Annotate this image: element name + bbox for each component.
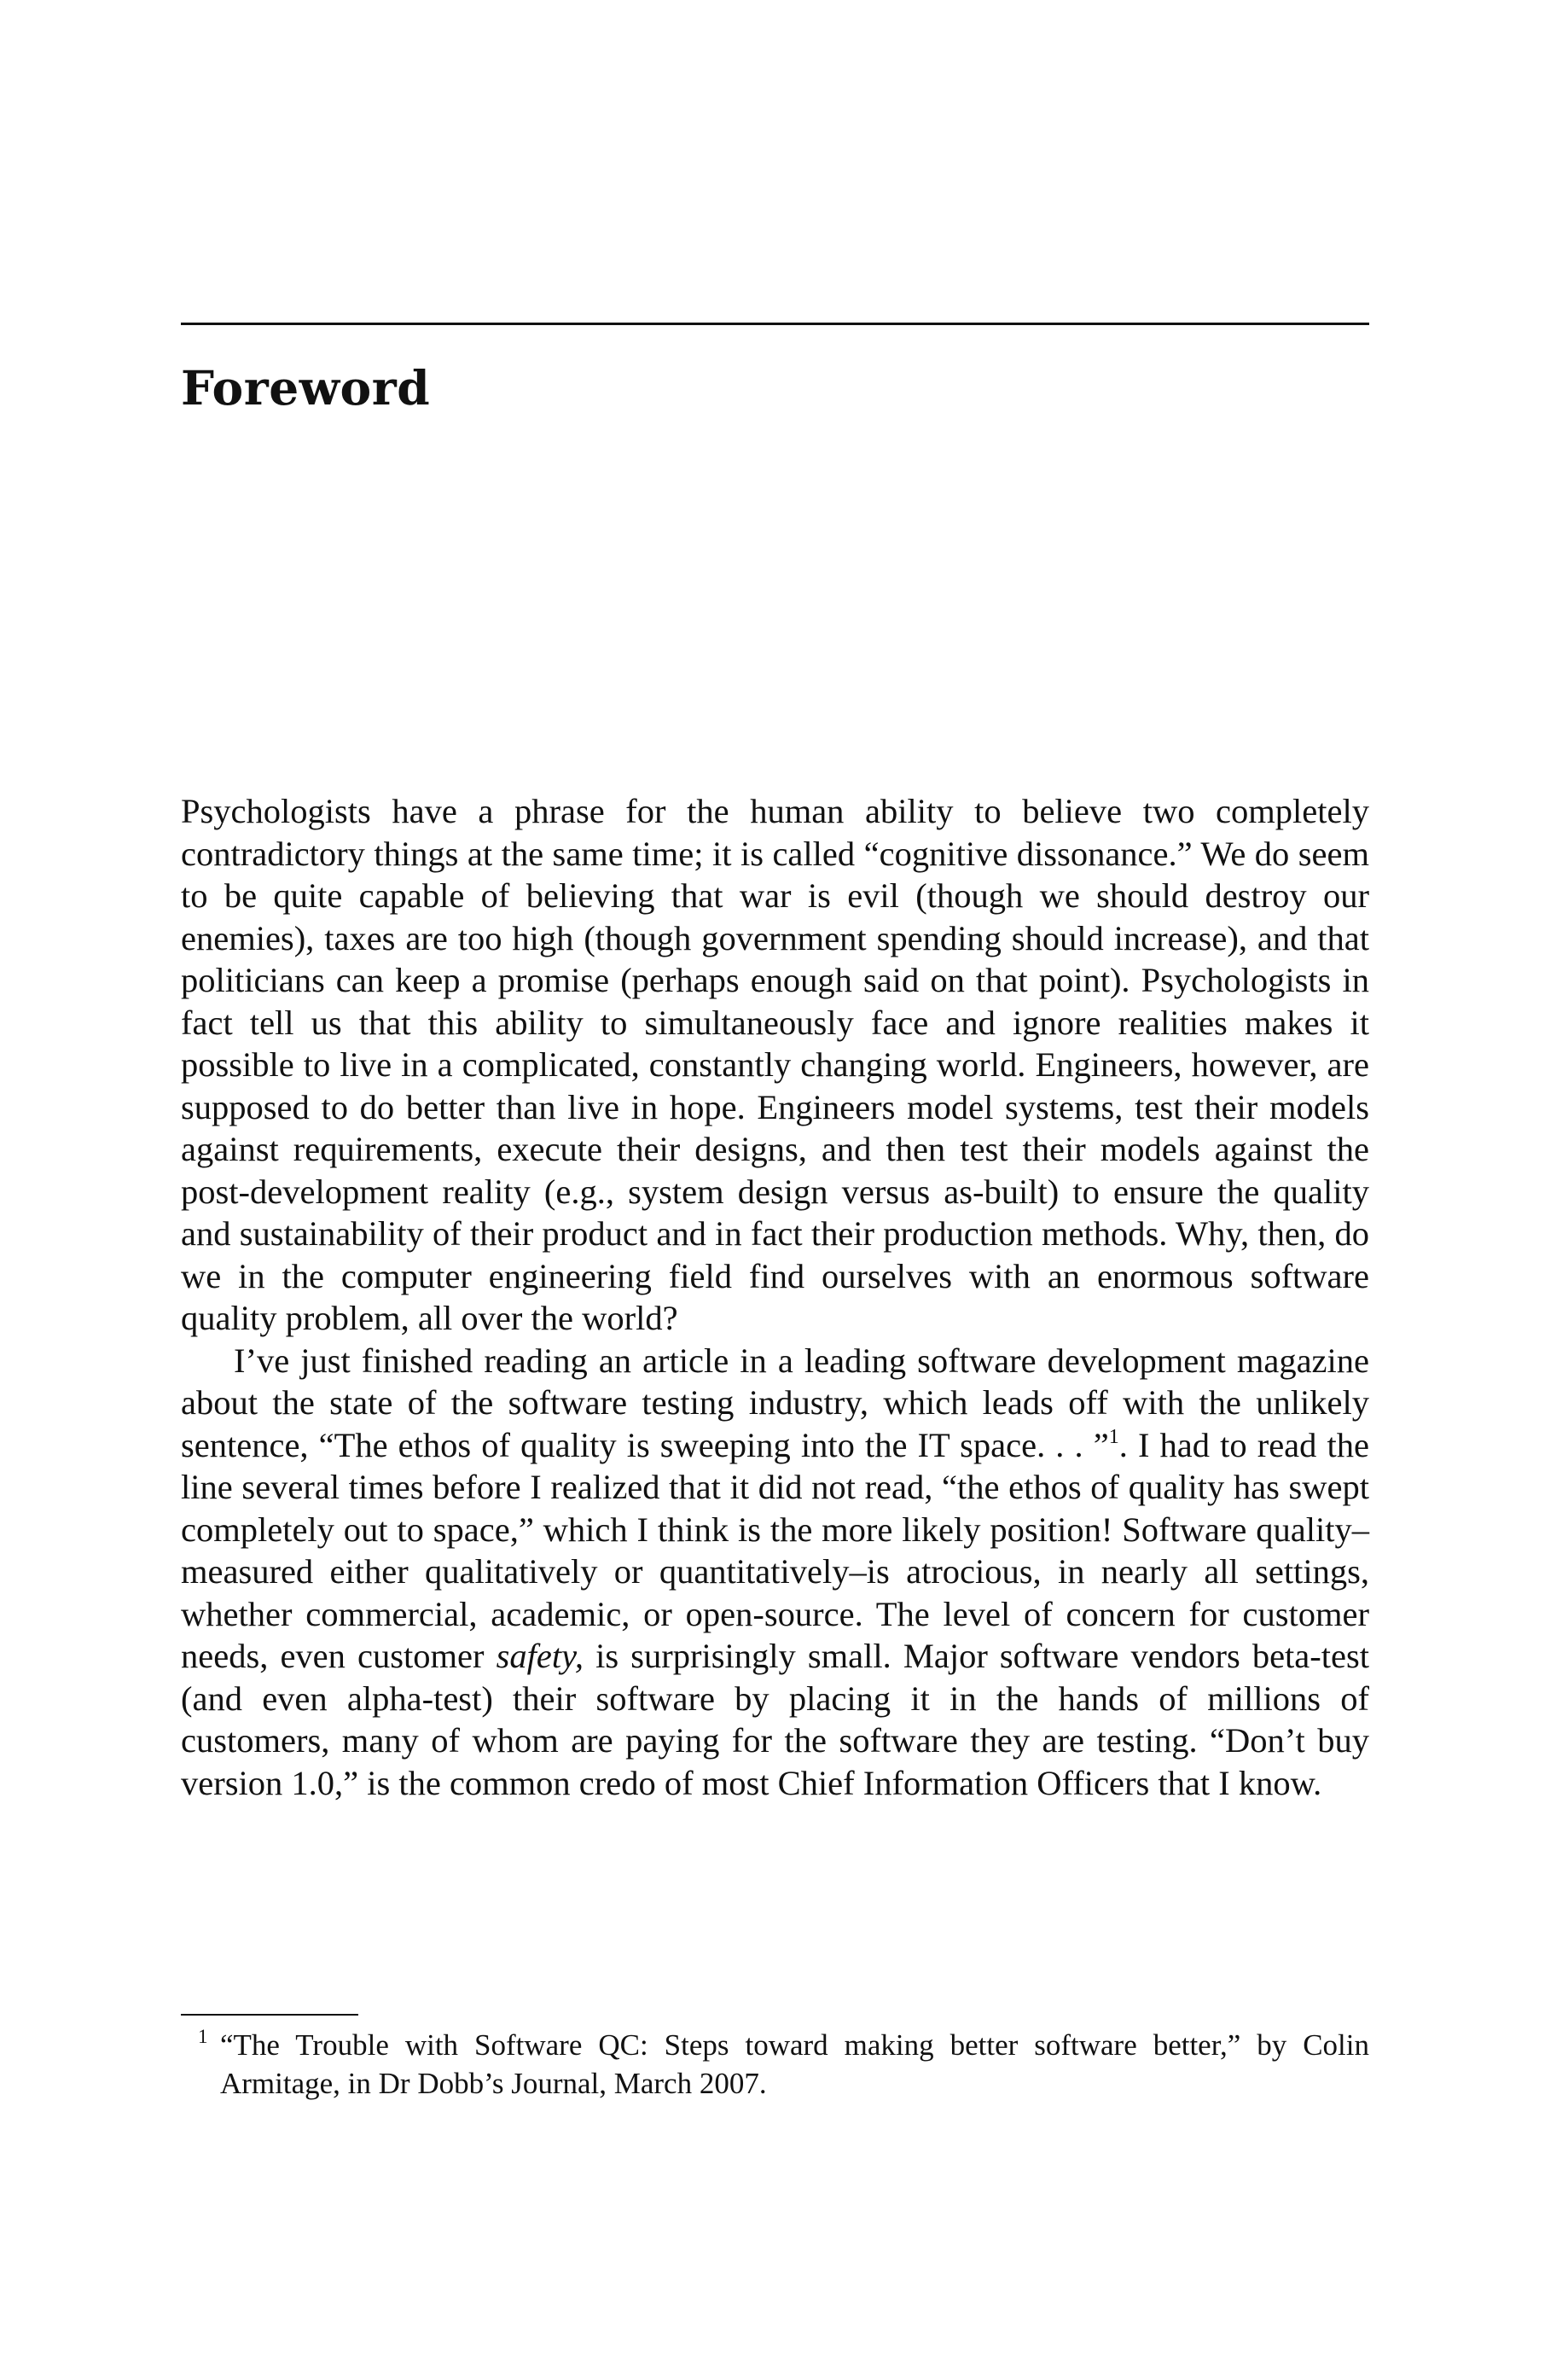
paragraph-2-part-2: . I had to read the line several times before I realized that it did not read, “the ethos of quality has swept completely out to space,” which I think is the more likely position! Software quality–measured either qualitatively or quantitatively–is atrocious, in nearly all settings, whether commercial, academic, or open-source. The level of concern for customer needs, even customer xyxy=(181,1425,1369,1675)
paragraph-2-part-1: I’ve just finished reading an article in a leading software development magazine about the state of the software testing industry, which leads off with the unlikely sentence, “The ethos of quality is sweeping into the IT space. . . ” xyxy=(181,1341,1369,1464)
body-text xyxy=(181,790,1369,1804)
footnote-mark: 1 xyxy=(198,2026,208,2047)
chapter-title: Foreword xyxy=(181,360,431,416)
chapter-top-rule xyxy=(181,323,1369,325)
paragraph-2 xyxy=(181,1340,1369,1805)
footnote-text: “The Trouble with Software QC: Steps toward making better software better,” by Colin Armitage, in Dr Dobb’s Journal, March 2007. xyxy=(220,2028,1369,2100)
emphasis-safety: safety, xyxy=(496,1637,584,1675)
footnote xyxy=(181,2026,1369,2103)
footnote-rule xyxy=(181,2014,358,2016)
paragraph-1: Psychologists have a phrase for the human ability to believe two completely contradictory things at the same time; it is called “cognitive dissonance.” We do seem to be quite capable of believing that war is evil (though we should destroy our enemies), taxes are too high (though government spending should increase), and that politicians can keep a promise (perhaps enough said on that point). Psychologists in fact tell us that this ability to simultaneously face and ignore realities makes it possible to live in a complicated, constantly changing world. Engineers, however, are supposed to do better than live in hope. Engineers model systems, test their models against requirements, execute their designs, and then test their models against the post-development reality (e.g., system design versus as-built) to ensure the quality and sustainability of their product and in fact their production methods. Why, then, do we in the computer engineering field find ourselves with an enormous software quality problem, all over the world? xyxy=(181,792,1369,1337)
footnote-reference[interactable]: 1 xyxy=(1108,1425,1119,1448)
paragraph-2-part-3: is surprisingly small. Major software vendors beta-test (and even alpha-test) their software by placing it in the hands of millions of customers, many of whom are paying for the software they are testing. “Don’t buy version 1.0,” is the common credo of most Chief Information Officers that I know. xyxy=(181,1637,1370,1802)
